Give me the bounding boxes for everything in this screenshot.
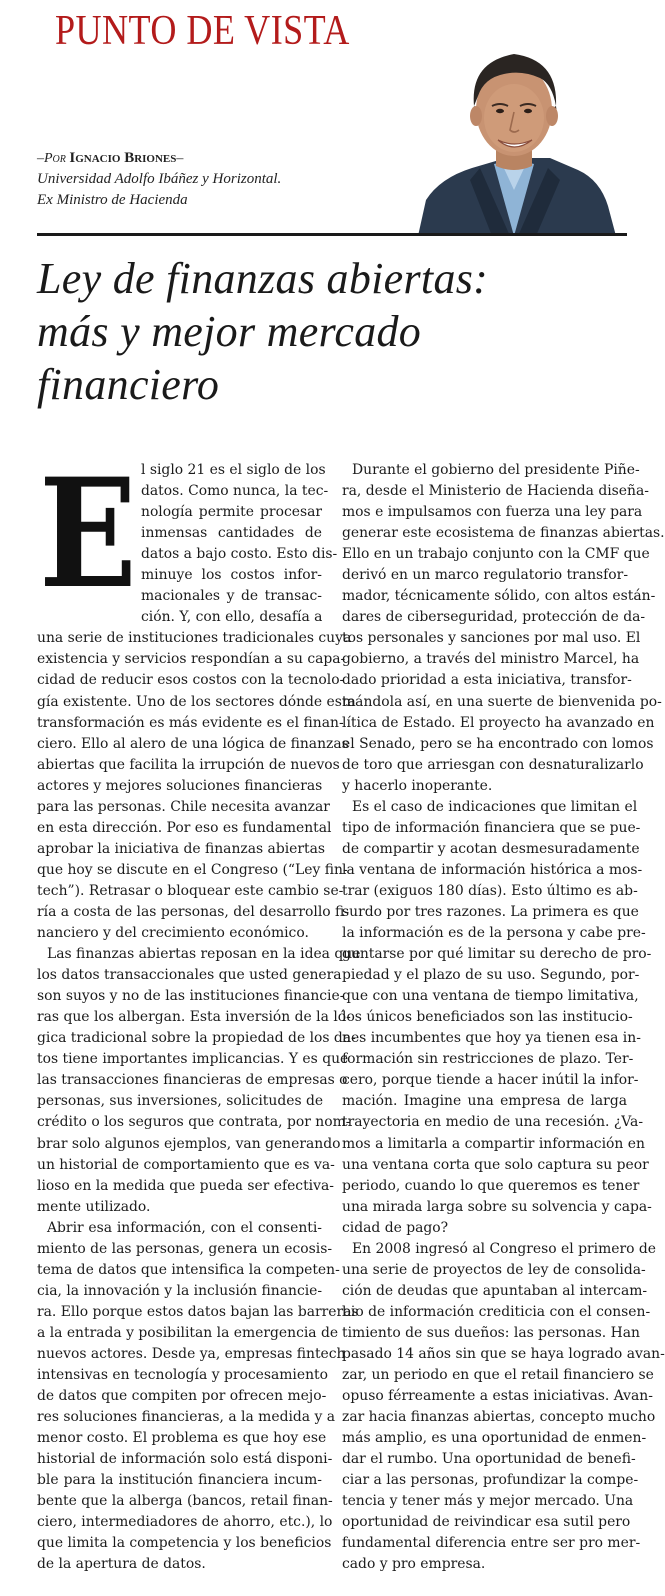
article-line: ra. Ello porque estos datos bajan las barreras xyxy=(37,1303,359,1320)
article-line: nes incumbentes que hoy ya tienen esa in- xyxy=(342,1030,641,1047)
article-line: ra, desde el Ministerio de Hacienda diseña- xyxy=(342,483,649,500)
article-line: para las personas. Chile necesita avanzar xyxy=(37,798,330,815)
article-line: derivó en un marco regulatorio transfor- xyxy=(342,567,629,584)
article-line: timiento de sus dueños: las personas. Han xyxy=(342,1324,640,1341)
article-line: son suyos y no de las instituciones financie- xyxy=(37,988,345,1005)
article-line: historial de información solo está disponi- xyxy=(37,1451,333,1468)
author-line xyxy=(37,148,281,169)
article-line: formación sin restricciones de plazo. Ter- xyxy=(342,1051,634,1068)
author-role: Ex Ministro de Hacienda xyxy=(37,192,188,208)
article-line: ble para la institución financiera incum- xyxy=(37,1472,322,1489)
article-line: En 2008 ingresó al Congreso el primero de xyxy=(352,1240,657,1257)
article-line: los únicos beneficiados son las institucio- xyxy=(342,1009,633,1026)
article-line: la ventana de información histórica a mos- xyxy=(342,861,643,878)
article-line: una serie de proyectos de ley de consolida- xyxy=(342,1261,646,1278)
author-affiliation: Universidad Adolfo Ibáñez y Horizontal. xyxy=(37,171,282,187)
article-line: tos tiene importantes implicancias. Y es que xyxy=(37,1051,349,1068)
article-line: tipo de información financiera que se pue- xyxy=(342,819,641,836)
article-line: dares de ciberseguridad, protección de da- xyxy=(342,609,646,626)
article-line: de la apertura de datos. xyxy=(37,1556,206,1573)
article-line: más amplio, es una oportunidad de enmen- xyxy=(342,1430,647,1447)
article-line: cero, porque tiende a hacer inútil la infor- xyxy=(342,1072,639,1089)
article-line: nuevos actores. Desde ya, empresas fintech xyxy=(37,1345,346,1362)
article-line: macionales y de transac- xyxy=(141,588,322,605)
article-line: fundamental diferencia entre ser pro mer- xyxy=(342,1535,641,1552)
article-line: opuso férreamente a estas iniciativas. Avan- xyxy=(342,1388,653,1405)
byline xyxy=(37,148,281,211)
article-line: abiertas que facilita la irrupción de nuevos xyxy=(37,756,340,773)
byline-prefix: –Por xyxy=(37,151,70,166)
article-line: mación. Imagine una empresa de larga xyxy=(342,1093,627,1110)
article-line: bente que la alberga (bancos, retail finan- xyxy=(37,1493,333,1510)
article-line: que con una ventana de tiempo limitativa, xyxy=(342,988,639,1005)
headline-line: financiero xyxy=(37,360,220,409)
article-line: personas, sus inversiones, solicitudes de xyxy=(37,1093,324,1110)
article-line: guntarse por qué limitar su derecho de pro- xyxy=(342,946,652,963)
article-line: nanciero y del crecimiento económico. xyxy=(37,925,309,942)
article-line: menor costo. El problema es que hoy ese xyxy=(37,1430,327,1447)
article-line: nología permite procesar xyxy=(141,504,322,521)
article-line: una mirada larga sobre su solvencia y capa- xyxy=(342,1198,652,1215)
article-line: dado prioridad a esta iniciativa, transfor- xyxy=(342,672,632,689)
article-line: Abrir esa información, con el consenti- xyxy=(47,1219,322,1236)
article-line: ras que los albergan. Esta inversión de la ló- xyxy=(37,1009,351,1026)
article-line: que limita la competencia y los beneficios xyxy=(37,1535,332,1552)
headline-line: más y mejor mercado xyxy=(37,307,422,356)
article-line: el Senado, pero se ha encontrado con lomos xyxy=(342,735,654,752)
article-line: que hoy se discute en el Congreso (“Ley fin- xyxy=(37,861,348,878)
article-line: miento de las personas, genera un ecosis- xyxy=(37,1240,333,1257)
article-line: mándola así, en una suerte de bienvenida po- xyxy=(342,693,662,710)
section-title: PUNTO DE VISTA xyxy=(55,8,350,54)
article-line: datos. Como nunca, la tec- xyxy=(141,483,329,500)
headline-line: Ley de finanzas abiertas: xyxy=(37,254,489,303)
article-line: a la entrada y posibilitan la emergencia de xyxy=(37,1324,339,1341)
article-line: cidad de reducir esos costos con la tecnolo- xyxy=(37,672,345,689)
article-line: transformación es más evidente es el finan- xyxy=(37,714,344,731)
article-line: minuye los costos infor- xyxy=(141,567,322,584)
article-line: los datos transaccionales que usted genera xyxy=(37,967,342,984)
article-line: las transacciones financieras de empresas o xyxy=(37,1072,348,1089)
article-line: l siglo 21 es el siglo de los xyxy=(141,462,326,478)
article-line: ciar a las personas, profundizar la compe- xyxy=(342,1472,639,1489)
article-column-right xyxy=(342,460,665,1575)
article-line: inmensas cantidades de xyxy=(141,525,322,542)
article-line: pasado 14 años sin que se haya logrado avan- xyxy=(342,1345,665,1362)
article-line: surdo por tres razones. La primera es que xyxy=(342,903,639,920)
article-line: mente utilizado. xyxy=(37,1198,151,1215)
article-line: bio de información crediticia con el consen- xyxy=(342,1303,651,1320)
article-line: trar (exiguos 180 días). Esto último es ab- xyxy=(342,882,638,899)
article-line: ción. Y, con ello, desafía a xyxy=(141,609,323,626)
article-line: tema de datos que intensifica la competen- xyxy=(37,1261,340,1278)
article-line: lioso en la medida que pueda ser efectiva- xyxy=(37,1177,334,1194)
article-line: datos a bajo costo. Esto dis- xyxy=(141,546,338,563)
article-line: ciero. Ello al alero de una lógica de finanzas xyxy=(37,735,349,752)
article-line: actores y mejores soluciones financieras xyxy=(37,777,323,794)
article-line: en esta dirección. Por eso es fundamental xyxy=(37,819,332,836)
article-line: cia, la innovación y la inclusión financie- xyxy=(37,1282,323,1299)
article-line: aprobar la iniciativa de finanzas abiertas xyxy=(37,840,326,857)
article-line: cidad de pago? xyxy=(342,1219,449,1236)
byline-suffix: – xyxy=(176,151,184,166)
article-line: oportunidad de reivindicar esa sutil pero xyxy=(342,1514,631,1531)
article-line: dar el rumbo. Una oportunidad de benefi- xyxy=(342,1451,636,1468)
article-line: cado y pro empresa. xyxy=(342,1556,486,1573)
header-rule xyxy=(37,233,627,236)
article-line: Ello en un trabajo conjunto con la CMF que xyxy=(342,546,650,563)
author-name: Ignacio Briones xyxy=(69,150,177,166)
article-line: de datos que compiten por ofrecen mejo- xyxy=(37,1388,327,1405)
article-line: de toro que arriesgan con desnaturalizarlo xyxy=(342,756,644,773)
article-line: tencia y tener más y mejor mercado. Una xyxy=(342,1493,634,1510)
article-line: ciero, intermediadores de ahorro, etc.), lo xyxy=(37,1514,333,1531)
article-line: intensivas en tecnología y procesamiento xyxy=(37,1367,328,1384)
article-line: una ventana corta que solo captura su peor xyxy=(342,1156,649,1173)
article-line: Es el caso de indicaciones que limitan el xyxy=(352,798,638,815)
article-line: Las finanzas abiertas reposan en la idea que xyxy=(47,946,361,963)
article-line: trayectoria en medio de una recesión. ¿Va- xyxy=(342,1114,644,1131)
article-line: crédito o los seguros que contrata, por nom- xyxy=(37,1114,351,1131)
drop-cap-letter: E xyxy=(39,446,137,622)
article-line: mos a limitarla a compartir información en xyxy=(342,1135,645,1152)
article-line: lítica de Estado. El proyecto ha avanzado en xyxy=(342,714,655,731)
article-line: gobierno, a través del ministro Marcel, ha xyxy=(342,651,640,668)
article-line: un historial de comportamiento que es va- xyxy=(37,1156,335,1173)
article-line: tos personales y sanciones por mal uso. El xyxy=(342,630,641,647)
article-column-left xyxy=(37,460,361,1575)
article-line: Durante el gobierno del presidente Piñe- xyxy=(352,462,640,478)
article-line: tech”). Retrasar o bloquear este cambio se- xyxy=(37,882,344,899)
article-line: zar hacia finanzas abiertas, concepto mucho xyxy=(342,1409,656,1426)
article-line: ría a costa de las personas, del desarrollo fi- xyxy=(37,903,350,920)
article-line: periodo, cuando lo que queremos es tener xyxy=(342,1177,640,1194)
article-line: la información es de la persona y cabe pre- xyxy=(342,925,646,942)
article-line: ción de deudas que apuntaban al intercam- xyxy=(342,1282,648,1299)
article-headline xyxy=(37,252,627,411)
article-line: gía existente. Uno de los sectores dónde esta xyxy=(37,693,356,710)
article-line: brar solo algunos ejemplos, van generando xyxy=(37,1135,341,1152)
article-line: mos e impulsamos con fuerza una ley para xyxy=(342,504,643,521)
article-line: y hacerlo inoperante. xyxy=(342,777,493,794)
article-line: generar este ecosistema de finanzas abiertas. xyxy=(342,525,665,542)
article-line: piedad y el plazo de su uso. Segundo, por- xyxy=(342,967,640,984)
article-line: zar, un periodo en que el retail financiero se xyxy=(342,1367,654,1384)
article-line: una serie de instituciones tradicionales cuya xyxy=(37,630,352,647)
article-line: mador, técnicamente sólido, con altos están- xyxy=(342,588,656,605)
article-line: res soluciones financieras, a la medida y a xyxy=(37,1409,336,1426)
article-line: gica tradicional sobre la propiedad de los da- xyxy=(37,1030,356,1047)
author-portrait xyxy=(410,40,616,236)
article-line: de compartir y acotan desmesuradamente xyxy=(342,840,640,857)
article-line: existencia y servicios respondían a su capa- xyxy=(37,651,346,668)
